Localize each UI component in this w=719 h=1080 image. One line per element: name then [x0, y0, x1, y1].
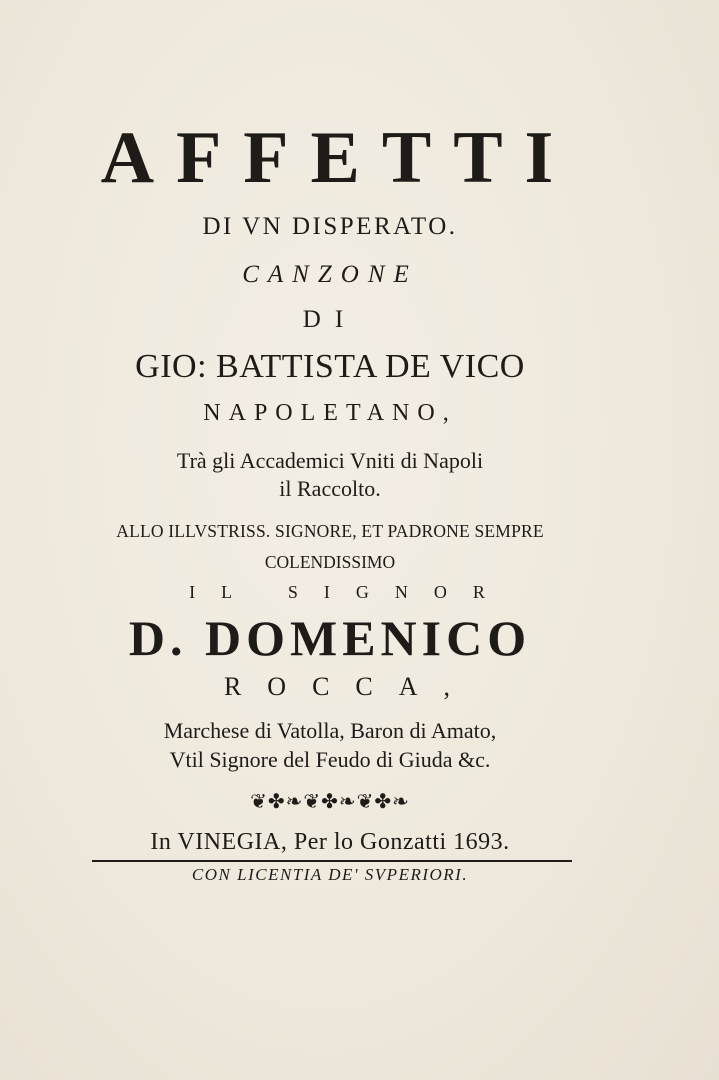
- dedicatee-titles-2: Vtil Signore del Feudo di Giuda &c.: [169, 747, 491, 772]
- academy-line-1: Trà gli Accademici Vniti di Napoli: [176, 448, 484, 473]
- author-origin: NAPOLETANO,: [203, 400, 457, 426]
- dedicatee-titles-1: Marchese di Vatolla, Baron di Amato,: [163, 718, 497, 743]
- dedication-line-3: IL SIGNOR: [189, 582, 511, 602]
- main-title: AFFETTI: [100, 117, 576, 199]
- dedicatee-surname: ROCCA,: [223, 672, 477, 701]
- academy-line-2: il Raccolto.: [279, 476, 381, 501]
- by-label: DI: [302, 306, 358, 333]
- dedication-line-2: COLENDISSIMO: [264, 552, 396, 572]
- subtitle: DI VN DISPERATO.: [202, 213, 458, 240]
- license-line: CON LICENTIA DE' SVPERIORI.: [191, 865, 469, 884]
- author-name: GIO: BATTISTA DE VICO: [135, 348, 525, 385]
- fleuron-ornament-icon: ❦✤❧❦✤❧❦✤❧: [250, 791, 410, 813]
- imprint-line: In VINEGIA, Per lo Gonzatti 1693.: [150, 829, 510, 855]
- genre-label: CANZONE: [242, 261, 418, 288]
- dedication-line-1: ALLO ILLVSTRISS. SIGNORE, ET PADRONE SEMPRE: [116, 521, 544, 541]
- dedicatee-name: D. DOMENICO: [128, 610, 532, 666]
